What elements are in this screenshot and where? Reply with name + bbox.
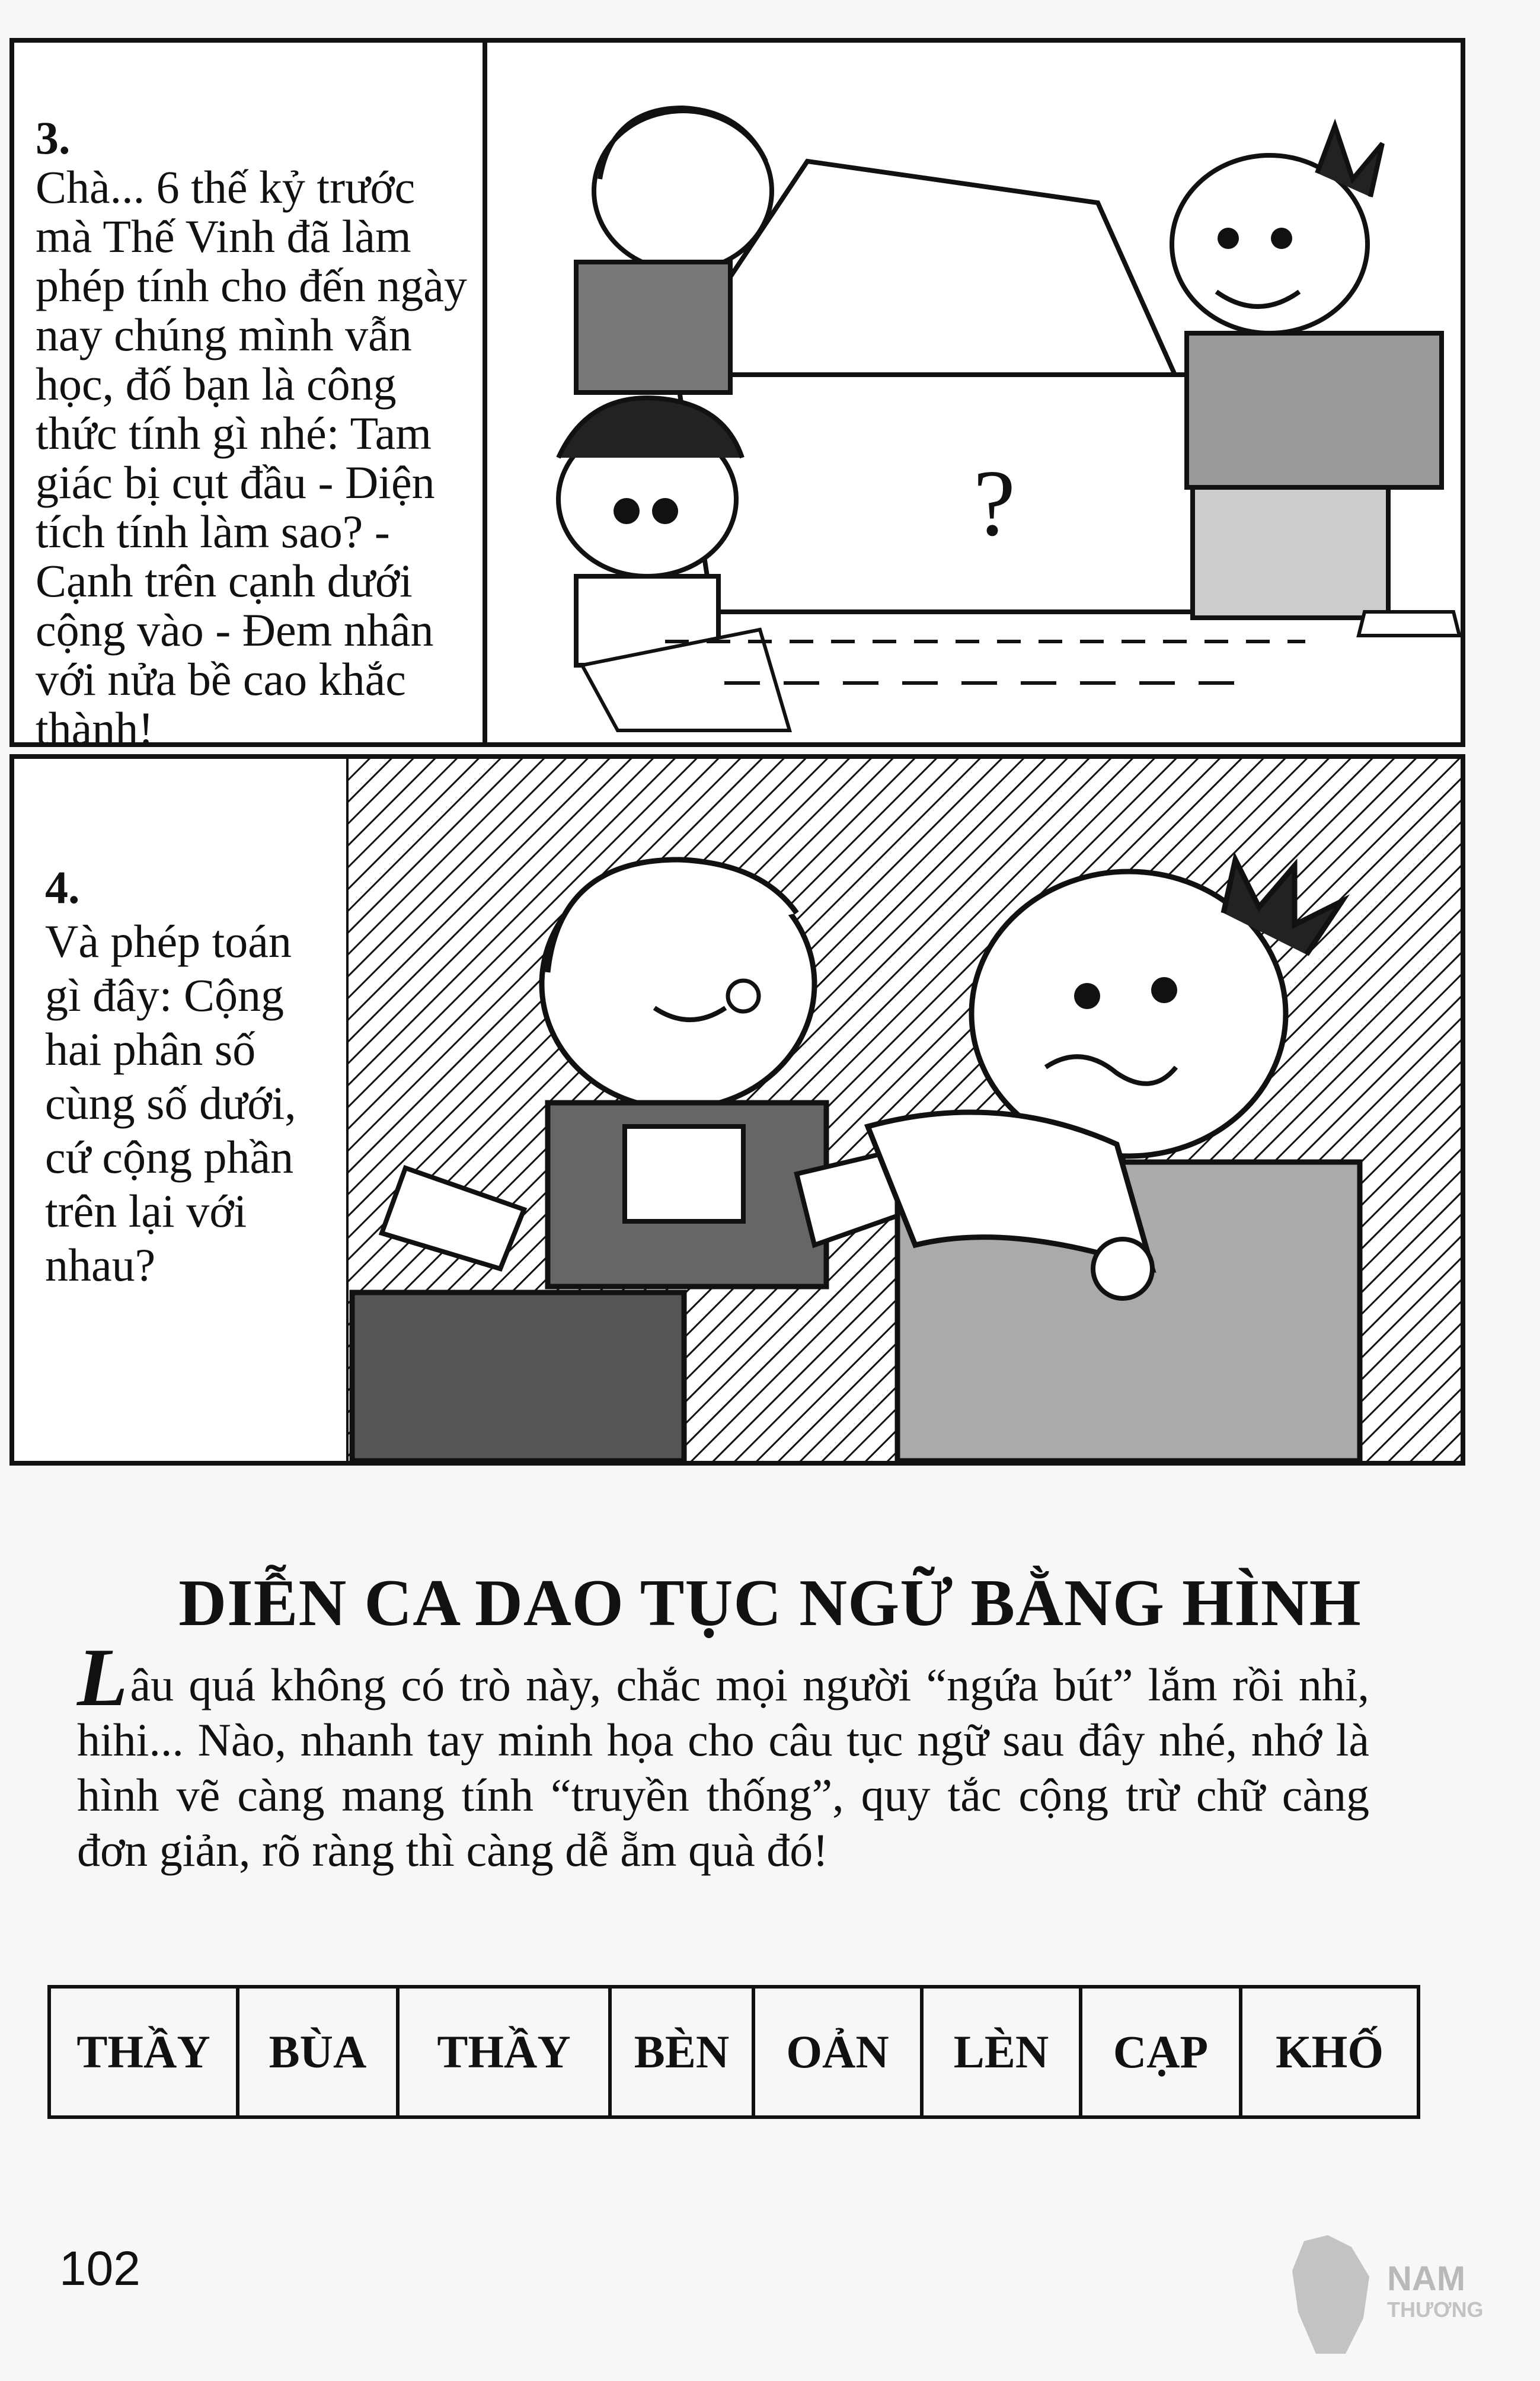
word-cell: KHỐ (1241, 1987, 1418, 2117)
intro-paragraph (77, 1632, 1369, 1878)
panel-3-text: Chà... 6 thế kỷ trước mà Thế Vinh đã làm phép tính cho đến ngày nay chúng mình vẫn học, đố bạn là công thức tính gì nhé: Tam giác bị cụt đầu - Diện tích tính làm sao? - Cạnh trên cạnh dưới cộng vào - Đem nhân với nửa bề cao khắc thành! (36, 161, 467, 754)
word-cell: CẠP (1081, 1987, 1241, 2117)
word-cell: THẦY (49, 1987, 238, 2117)
intro-dropcap: L (77, 1632, 128, 1723)
word-table (47, 1985, 1420, 2119)
word-cell: LÈN (922, 1987, 1081, 2117)
word-cell: OẢN (753, 1987, 922, 2117)
panel-3-illustration (487, 43, 1461, 742)
comic-panel-3 (9, 38, 1465, 754)
panel-4-number: 4. (45, 861, 80, 913)
panel-4-text: Và phép toán gì đây: Cộng hai phân số cùng số dưới, cứ cộng phần trên lại với nhau? (45, 915, 296, 1291)
logo-name: NAM (1387, 2259, 1466, 2298)
word-cell: BÈN (610, 1987, 753, 2117)
logo-figure-icon (1286, 2229, 1381, 2360)
word-cell: THẦY (398, 1987, 610, 2117)
panel-3-divider (483, 43, 487, 742)
section-title: DIỄN CA DAO TỤC NGỮ BẰNG HÌNH (178, 1566, 1362, 1640)
panel-3-caption (36, 64, 474, 753)
word-cell: BÙA (238, 1987, 398, 2117)
intro-text: âu quá không có trò này, chắc mọi người “ngứa bút” lắm rồi nhỉ, hihi... Nào, nhanh tay minh họa cho câu tục ngữ sau đây nhé, nhớ là hình vẽ càng mang tính “truyền thống”, quy tắc cộng trừ chữ càng đơn giản, rõ ràng thì càng dễ ẵm quà đó! (77, 1659, 1369, 1876)
word-row (49, 1987, 1418, 2117)
panel-3-number: 3. (36, 112, 71, 164)
comic-panel-4 (9, 754, 1465, 1466)
panel-4-illustration (346, 759, 1461, 1461)
logo-sub: THƯƠNG (1387, 2297, 1484, 2322)
question-mark: ? (973, 450, 1016, 556)
publisher-logo (1286, 2229, 1482, 2366)
page-number: 102 (59, 2242, 140, 2296)
panel-4-caption (45, 806, 324, 1292)
